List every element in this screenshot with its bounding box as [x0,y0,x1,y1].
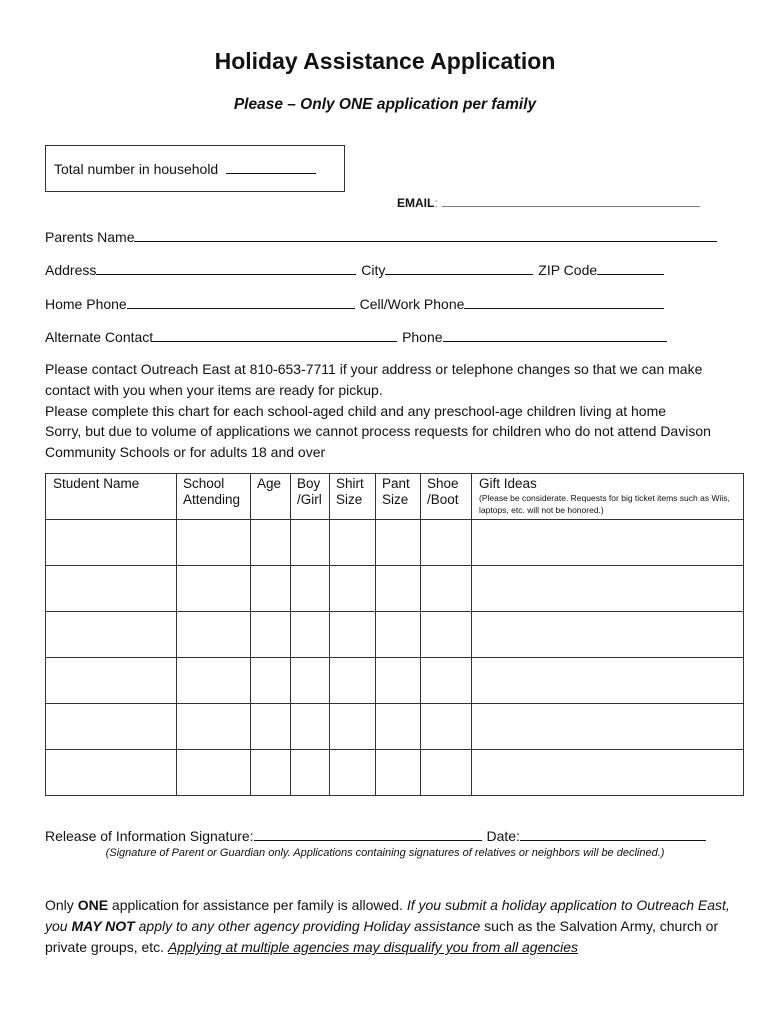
household-row [54,159,316,177]
table-cell[interactable] [291,658,330,704]
table-cell[interactable] [177,704,251,750]
table-cell[interactable] [291,612,330,658]
table-cell[interactable] [46,704,177,750]
footer-text-3: such as the Salvation Army, church or private groups, etc. [45,918,719,955]
cell-phone-label: Cell/Work Phone [359,296,465,312]
table-cell[interactable] [472,612,744,658]
footer-paragraph [45,895,735,958]
date-field[interactable] [520,826,706,841]
table-cell[interactable] [376,704,421,750]
household-label: Total number in household [54,161,219,177]
table-cell[interactable] [46,520,177,566]
footer-italic-2: apply to any other agency providing Holiday assistance [134,918,481,934]
table-body [46,520,744,796]
signature-field[interactable] [254,826,482,841]
city-field[interactable] [385,260,533,275]
footer-italic-1: If you submit a holiday application to Outreach East, you [45,897,730,934]
table-cell[interactable] [46,658,177,704]
table-cell[interactable] [376,750,421,796]
col-shirt-size: Shirt Size [330,474,376,520]
footer-text-1: Only [45,897,78,913]
phone-row [45,294,664,312]
col-school: School Attending [177,474,251,520]
page-subtitle: Please – Only ONE application per family [233,96,537,113]
home-phone-label: Home Phone [45,296,127,312]
table-cell[interactable] [251,612,291,658]
table-cell[interactable] [251,520,291,566]
email-colon: : [434,196,438,210]
table-row [46,658,744,704]
table-cell[interactable] [376,566,421,612]
table-header-row [46,474,744,520]
zip-label: ZIP Code [538,262,598,278]
table-cell[interactable] [330,566,376,612]
table-cell[interactable] [472,750,744,796]
footer-warning: Applying at multiple agencies may disqualify you from all agencies [167,939,579,955]
table-cell[interactable] [421,658,472,704]
table-cell[interactable] [177,566,251,612]
table-cell[interactable] [291,520,330,566]
email-label: EMAIL [397,196,435,210]
col-student-name: Student Name [46,474,177,520]
signature-note: (Signature of Parent or Guardian only. Applications containing signatures of relatives or neighbors will be declined.) [105,847,665,859]
address-field[interactable] [96,260,356,275]
col-gender: Boy /Girl [291,474,330,520]
table-row [46,704,744,750]
alternate-contact-label: Alternate Contact [45,329,154,345]
table-row [46,612,744,658]
alt-phone-field[interactable] [443,327,667,342]
parents-name-row [45,227,717,245]
email-field[interactable] [442,196,700,207]
table-cell[interactable] [376,520,421,566]
col-age: Age [251,474,291,520]
table-cell[interactable] [330,520,376,566]
table-cell[interactable] [472,566,744,612]
table-cell[interactable] [46,612,177,658]
address-label: Address [45,262,97,278]
home-phone-field[interactable] [127,294,355,309]
table-cell[interactable] [376,612,421,658]
date-label: Date: [486,828,520,844]
alt-phone-label: Phone [402,329,443,345]
alternate-contact-field[interactable] [153,327,397,342]
city-label: City [361,262,386,278]
cell-phone-field[interactable] [464,294,664,309]
footer-text-2: application for assistance per family is allowed. [108,897,407,913]
col-gift-ideas: Gift Ideas (Please be considerate. Requests for big ticket items such as Wiis, laptops, etc. will not be honored.) [472,474,744,520]
signature-label: Release of Information Signature: [45,828,254,844]
table-cell[interactable] [330,750,376,796]
table-cell[interactable] [177,750,251,796]
col-shoe: Shoe /Boot [421,474,472,520]
table-cell[interactable] [46,750,177,796]
table-cell[interactable] [251,658,291,704]
instructions-line-3: Sorry, but due to volume of applications we cannot process requests for children who do not attend Davison Community Schools or for adults 18 and over [45,423,711,461]
table-row [46,520,744,566]
address-row [45,260,664,278]
table-cell[interactable] [46,566,177,612]
table-cell[interactable] [330,658,376,704]
table-cell[interactable] [291,750,330,796]
table-cell[interactable] [177,612,251,658]
table-cell[interactable] [421,566,472,612]
signature-row [45,826,706,844]
table-cell[interactable] [472,704,744,750]
email-row [397,196,700,210]
table-cell[interactable] [251,566,291,612]
footer-one: ONE [77,897,109,913]
table-row [46,750,744,796]
table-cell[interactable] [421,704,472,750]
zip-field[interactable] [597,260,664,275]
table-cell[interactable] [421,612,472,658]
table-cell[interactable] [472,658,744,704]
instructions-line-1: Please contact Outreach East at 810-653-7711 if your address or telephone changes so that we can make contact with you when your items are ready for pickup. [45,361,703,398]
footer-may-not: MAY NOT [71,918,135,934]
table-cell[interactable] [177,658,251,704]
table-cell[interactable] [177,520,251,566]
instructions [45,359,735,463]
table-cell[interactable] [472,520,744,566]
table-cell[interactable] [330,704,376,750]
col-pant-size: Pant Size [376,474,421,520]
table-cell[interactable] [376,658,421,704]
instructions-line-2: Please complete this chart for each school-aged child and any preschool-age children living at home [45,402,667,419]
table-cell[interactable] [251,704,291,750]
gift-note: (Please be considerate. Requests for big ticket items such as Wiis, laptops, etc. will not be honored.) [479,493,730,515]
table-cell[interactable] [291,704,330,750]
alternate-row [45,327,667,345]
parents-name-field[interactable] [134,227,717,242]
children-table [45,473,744,796]
parents-name-label: Parents Name [45,229,135,245]
household-field[interactable] [226,159,316,174]
table-cell[interactable] [421,520,472,566]
household-box [45,145,345,192]
table-cell[interactable] [251,750,291,796]
table-cell[interactable] [330,612,376,658]
table-row [46,566,744,612]
table-cell[interactable] [291,566,330,612]
page-title: Holiday Assistance Application [214,48,556,74]
table-cell[interactable] [421,750,472,796]
